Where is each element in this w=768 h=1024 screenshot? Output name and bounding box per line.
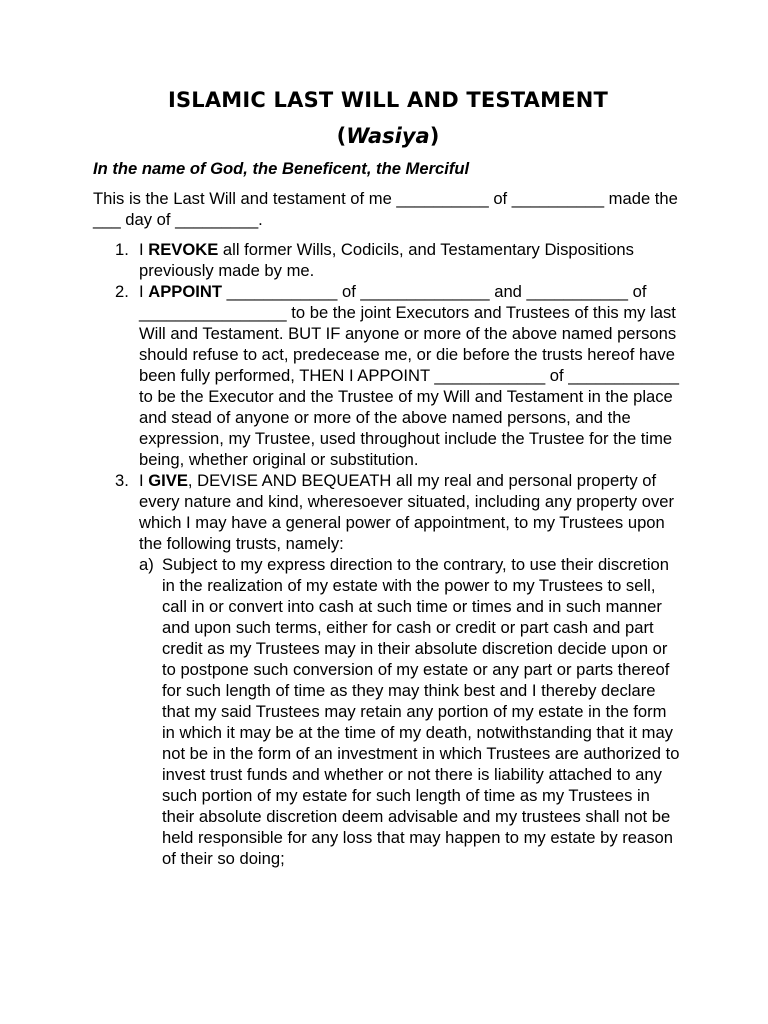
- subclause-text: Subject to my express direction to the contrary, to use their discretion in the realization of my estate with the power to my Trustees to sell, call in or convert into cash at such time or times and in such manner and upon such terms, either for cash or credit or part cash and part credit as my Trustees may in their absolute discretion decide upon or to postpone such conversion of my estate or any part or parts thereof for such length of time as they may think best and I thereby declare that my said Trustees may retain any portion of my estate in the form in which it may be at the time of my death, notwithstanding that it may not be in the form of an investment in which Trustees are authorized to invest trust funds and whether or not there is liability attached to any such portion of my estate for such length of time as my Trustees in their absolute discretion deem advisable and my trustees shall not be held responsible for any loss that may happen to my estate by reason of their so doing;: [162, 555, 680, 868]
- clause-lead: I: [139, 282, 149, 301]
- subclause-a: [139, 554, 683, 869]
- clause-appoint: [93, 281, 683, 470]
- clause-list: [93, 239, 683, 869]
- clause-give: [93, 470, 683, 869]
- clause-lead: I: [139, 471, 149, 490]
- subclause-list: [139, 554, 683, 869]
- clause-text: all former Wills, Codicils, and Testamentary Dispositions previously made by me.: [139, 240, 634, 280]
- clause-number: 1.: [115, 240, 129, 259]
- will-document-page: [93, 86, 683, 869]
- clause-keyword: APPOINT: [148, 282, 222, 301]
- clause-number: 2.: [115, 282, 129, 301]
- document-title: ISLAMIC LAST WILL AND TESTAMENT: [167, 88, 609, 112]
- clause-keyword: REVOKE: [148, 240, 219, 259]
- invocation-line: In the name of God, the Beneficent, the Merciful: [93, 159, 470, 178]
- subtitle-close-paren: ): [429, 124, 440, 148]
- subtitle-word: Wasiya: [346, 124, 430, 148]
- subclause-label: a): [139, 555, 154, 574]
- clause-revoke: [93, 239, 683, 281]
- subtitle-open-paren: (: [336, 124, 347, 148]
- clause-number: 3.: [115, 471, 129, 490]
- clause-keyword: GIVE: [148, 471, 188, 490]
- intro-paragraph: This is the Last Will and testament of me __________ of __________ made the ___ day of _________.: [93, 189, 678, 229]
- clause-lead: I: [139, 240, 149, 259]
- document-subtitle: [93, 122, 683, 150]
- clause-text: ____________ of ______________ and ___________ of ________________ to be the joint Executors and Trustees of this my last Will and Testament. BUT IF anyone or more of the above named persons should refuse to act, predecease me, or die before the trusts hereof have been fully performed, THEN I APPOINT ____________ of ____________ to be the Executor and the Trustee of my Will and Testament in the place and stead of anyone or more of the above named persons, and the expression, my Trustee, used throughout include the Trustee for the time being, whether original or substitution.: [139, 282, 679, 469]
- clause-text: , DEVISE AND BEQUEATH all my real and personal property of every nature and kind, wheresoever situated, including any property over which I may have a general power of appointment, to my Trustees upon the following trusts, namely:: [139, 471, 674, 553]
